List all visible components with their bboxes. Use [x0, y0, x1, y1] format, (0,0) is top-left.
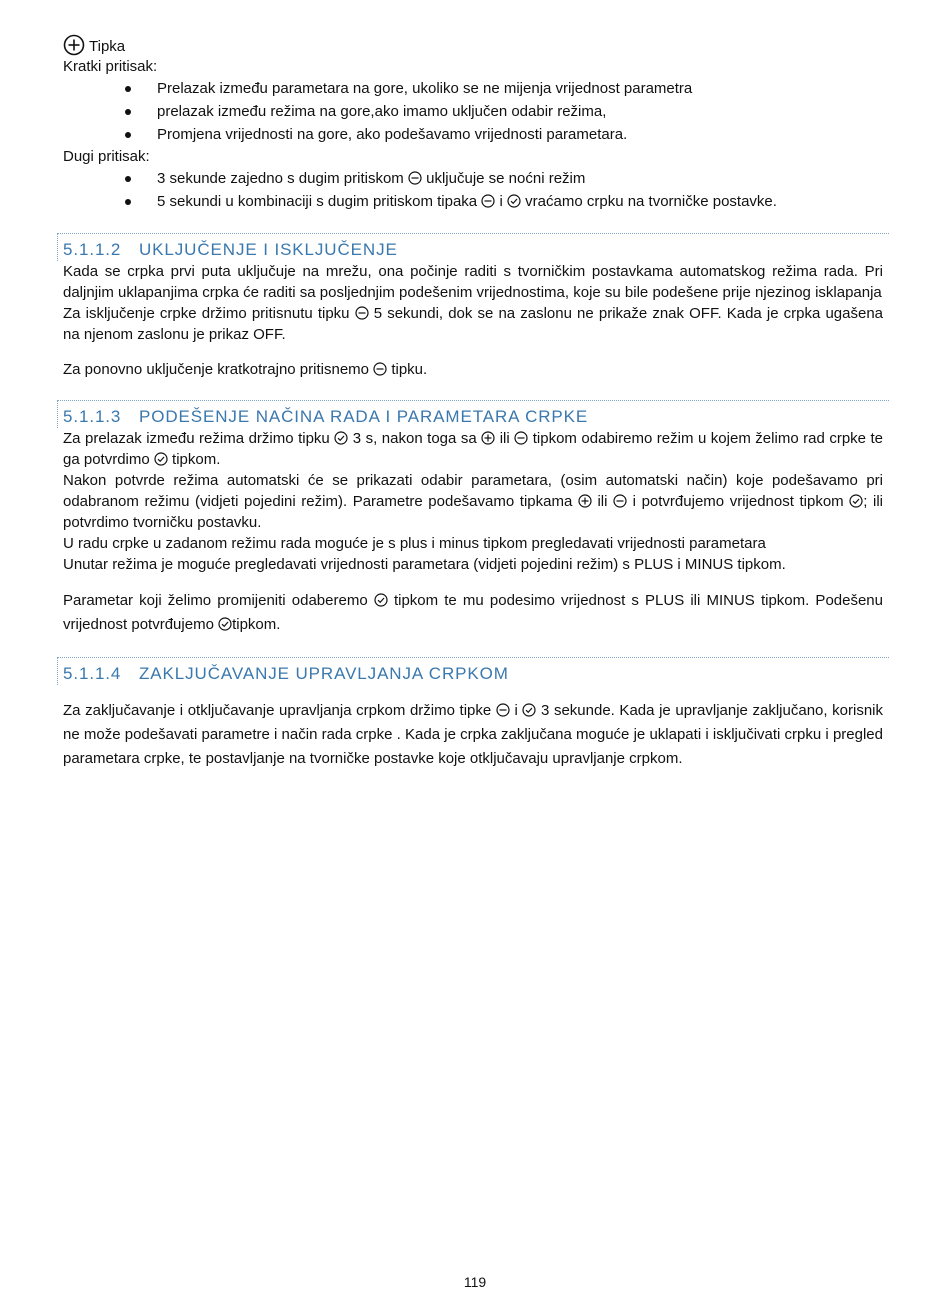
list-item: Promjena vrijednosti na gore, ako podešavamo vrijednosti parametara. — [125, 123, 883, 146]
text-span: i potvrđujemo vrijednost tipkom — [627, 493, 844, 510]
list-item — [125, 190, 883, 213]
text-span: tipkom. — [232, 616, 281, 633]
paragraph — [63, 589, 883, 637]
plus-circle-icon — [481, 431, 495, 445]
plus-circle-icon — [578, 494, 592, 508]
kratki-list — [63, 77, 883, 146]
text-span: Parametar koji želimo promijeniti odaberemo — [63, 592, 368, 609]
text-span: tipkom te mu podesimo vrijednost s PLUS ili MINUS tipkom. Podešenu vrijednost potvrđujemo — [63, 592, 883, 633]
text-span: ; ili potvrdimo tvorničku postavku. — [63, 493, 884, 531]
section-heading-5-1-1-3 — [57, 400, 889, 428]
check-circle-icon — [522, 703, 536, 717]
minus-circle-icon — [355, 306, 369, 320]
dugi-item-text: 5 sekundi u kombinaciji s dugim pritiskom tipaka — [157, 193, 478, 210]
text-span: ili — [495, 430, 510, 447]
check-circle-icon — [849, 494, 863, 508]
text-span: Za ponovno uključenje kratkotrajno pritisnemo — [63, 361, 369, 378]
text-span: Za zaključavanje i otključavanje upravljanja crpkom držimo tipke — [63, 702, 492, 719]
paragraph — [63, 470, 883, 533]
dugi-list — [63, 167, 883, 213]
section-title: UKLJUČENJE I ISKLJUČENJE — [139, 240, 398, 259]
text-span: 3 s, nakon toga sa — [348, 430, 477, 447]
check-circle-icon — [218, 617, 232, 631]
section-number: 5.1.1.2 — [63, 240, 122, 259]
text-span: tipkom odabiremo režim u kojem želimo rad crpke te ga potvrdimo — [63, 430, 884, 468]
dugi-item-text: 3 sekunde zajedno s dugim pritiskom — [157, 170, 404, 187]
paragraph — [63, 428, 883, 470]
text-span: 5 sekundi, dok se na zaslonu ne prikaže znak OFF. Kada je crpka ugašena na njenom zaslonu je prikaz OFF. — [63, 305, 884, 343]
text-span: 3 sekunde. Kada je upravljanje zaključano, korisnik ne može podešavati parametre i način rada crpke . Kada je crpka zaključana moguće je uklapati i isključivati crpku i pregled parametara crpke, te postavljanje na tvorničke postavke koje otključavaju upravljanje crpkom. — [63, 702, 883, 767]
minus-circle-icon — [613, 494, 627, 508]
paragraph: Kada se crpka prvi puta uključuje na mrežu, ona počinje raditi s tvorničkim postavkama automatskog režima rada. Pri daljnjim uklapanjima crpka će raditi sa posljednjim podešenim vrijednostima, koje su bile podešene prije njezinog isklapanja — [63, 263, 883, 301]
plus-circle-icon — [63, 34, 85, 56]
section-number: 5.1.1.4 — [63, 664, 122, 683]
check-circle-icon — [374, 593, 388, 607]
tipka-header — [63, 34, 883, 56]
text-span: ili — [591, 493, 608, 510]
check-circle-icon — [334, 431, 348, 445]
list-item: Prelazak između parametara na gore, ukoliko se ne mijenja vrijednost parametra — [125, 77, 883, 100]
dugi-label: Dugi pritisak: — [63, 148, 150, 165]
list-item — [125, 167, 883, 190]
dugi-item-text: uključuje se noćni režim — [421, 170, 586, 187]
page-content — [63, 34, 883, 771]
text-span: tipkom. — [167, 451, 221, 468]
kratki-label: Kratki pritisak: — [63, 58, 158, 75]
page-number: 119 — [463, 1274, 487, 1290]
paragraph: Unutar režima je moguće pregledavati vrijednosti parametara (vidjeti pojedini režim) s PLUS i MINUS tipkom. — [63, 556, 786, 573]
minus-circle-icon — [408, 171, 422, 185]
check-circle-icon — [154, 452, 168, 466]
text-span: Za isključenje crpke držimo pritisnutu tipku — [63, 305, 350, 322]
minus-circle-icon — [373, 362, 387, 376]
text-span: tipku. — [387, 361, 428, 378]
section-heading-5-1-1-4 — [57, 657, 889, 685]
paragraph — [63, 359, 883, 380]
minus-circle-icon — [514, 431, 528, 445]
paragraph — [63, 699, 883, 771]
check-circle-icon — [507, 194, 521, 208]
section-heading-5-1-1-2 — [57, 233, 889, 261]
list-item: prelazak između režima na gore,ako imamo uključen odabir režima, — [125, 100, 883, 123]
text-span: Nakon potvrde režima automatski će se prikazati odabir parametara, (osim automatski način) koje podešavamo pri odabranom režimu (vidjeti pojedini režim). Parametre podešavamo tipkama — [63, 472, 883, 510]
section-title: PODEŠENJE NAČINA RADA I PARAMETARA CRPKE — [139, 407, 589, 426]
text-span: i — [509, 702, 518, 719]
section-number: 5.1.1.3 — [63, 407, 122, 426]
dugi-item-text: vraćamo crpku na tvorničke postavke. — [521, 193, 777, 210]
paragraph: U radu crpke u zadanom režimu rada moguće je s plus i minus tipkom pregledavati vrijednosti parametara — [63, 535, 766, 552]
dugi-item-text: i — [495, 193, 507, 210]
paragraph — [63, 303, 883, 345]
tipka-title: Tipka — [89, 38, 126, 55]
minus-circle-icon — [481, 194, 495, 208]
minus-circle-icon — [496, 703, 510, 717]
text-span: Za prelazak između režima držimo tipku — [63, 430, 330, 447]
section-title: ZAKLJUČAVANJE UPRAVLJANJA CRPKOM — [139, 664, 509, 683]
